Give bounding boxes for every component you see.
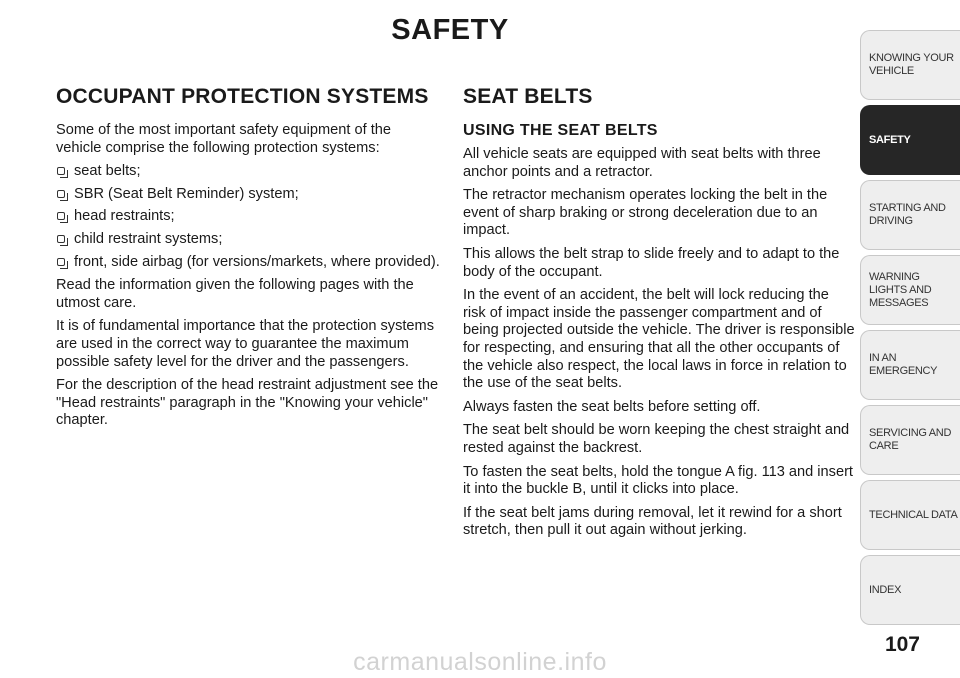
left-column: [56, 84, 440, 436]
tab-safety[interactable]: SAFETY: [860, 105, 960, 175]
list-item: front, side airbag (for versions/markets, where provided).: [56, 254, 440, 272]
list-item: SBR (Seat Belt Reminder) system;: [56, 186, 440, 204]
body-paragraph: To fasten the seat belts, hold the tongue A fig. 113 and insert it into the buckle B, until it clicks into place.: [463, 463, 853, 498]
checkbox-bullet-icon: [57, 258, 65, 266]
body-paragraph: The retractor mechanism operates locking the belt in the event of sharp braking or strong deceleration due to an impact.: [463, 187, 828, 239]
tab-knowing-your-vehicle[interactable]: KNOWING YOUR VEHICLE: [860, 30, 960, 100]
intro-paragraph: Some of the most important safety equipment of the vehicle comprise the following protection systems:: [56, 122, 392, 156]
body-paragraph: If the seat belt jams during removal, let it rewind for a short stretch, then pull it out again without jerking.: [463, 504, 842, 539]
section-heading-occupant-protection: OCCUPANT PROTECTION SYSTEMS: [56, 85, 429, 108]
body-paragraph: It is of fundamental importance that the protection systems are used in the correct way to guarantee the maximum possible safety level for the driver and the passengers.: [56, 318, 435, 370]
body-paragraph: In the event of an accident, the belt will lock reducing the risk of impact inside the passenger compartment and of being projected outside the vehicle. The driver is responsible for respecting, and ensuring that all the other occupants of the vehicle also respect, the local laws in force in relation to the use of the seat belts.: [463, 287, 855, 392]
body-paragraph: Read the information given the following pages with the utmost care.: [56, 277, 414, 311]
tab-warning-lights[interactable]: WARNING LIGHTS AND MESSAGES: [860, 255, 960, 325]
section-heading-seat-belts: SEAT BELTS: [463, 85, 593, 108]
tab-index[interactable]: INDEX: [860, 555, 960, 625]
list-item: seat belts;: [56, 163, 440, 181]
tab-in-an-emergency[interactable]: IN AN EMERGENCY: [860, 330, 960, 400]
chapter-tabs: [860, 30, 960, 630]
protection-systems-list: [56, 163, 440, 271]
watermark: carmanualsonline.info: [353, 648, 607, 676]
body-paragraph: The seat belt should be worn keeping the chest straight and rested against the backrest.: [463, 422, 850, 456]
body-paragraph: For the description of the head restraint adjustment see the "Head restraints" paragraph in the "Knowing your vehicle" chapter.: [56, 377, 439, 429]
page-title: SAFETY: [391, 14, 509, 46]
tab-starting-and-driving[interactable]: STARTING AND DRIVING: [860, 180, 960, 250]
tab-technical-data[interactable]: TECHNICAL DATA: [860, 480, 960, 550]
tab-servicing-and-care[interactable]: SERVICING AND CARE: [860, 405, 960, 475]
page-number: 107: [884, 633, 920, 656]
checkbox-bullet-icon: [57, 212, 65, 220]
subheading-using-seat-belts: USING THE SEAT BELTS: [463, 122, 658, 139]
right-column: [463, 84, 855, 546]
body-paragraph: Always fasten the seat belts before setting off.: [463, 398, 761, 415]
checkbox-bullet-icon: [57, 190, 65, 198]
checkbox-bullet-icon: [57, 235, 65, 243]
body-paragraph: This allows the belt strap to slide freely and to adapt to the body of the occupant.: [463, 245, 840, 280]
body-paragraph: All vehicle seats are equipped with seat belts with three anchor points and a retractor.: [463, 146, 821, 180]
checkbox-bullet-icon: [57, 167, 65, 175]
list-item: child restraint systems;: [56, 231, 440, 249]
list-item: head restraints;: [56, 208, 440, 226]
